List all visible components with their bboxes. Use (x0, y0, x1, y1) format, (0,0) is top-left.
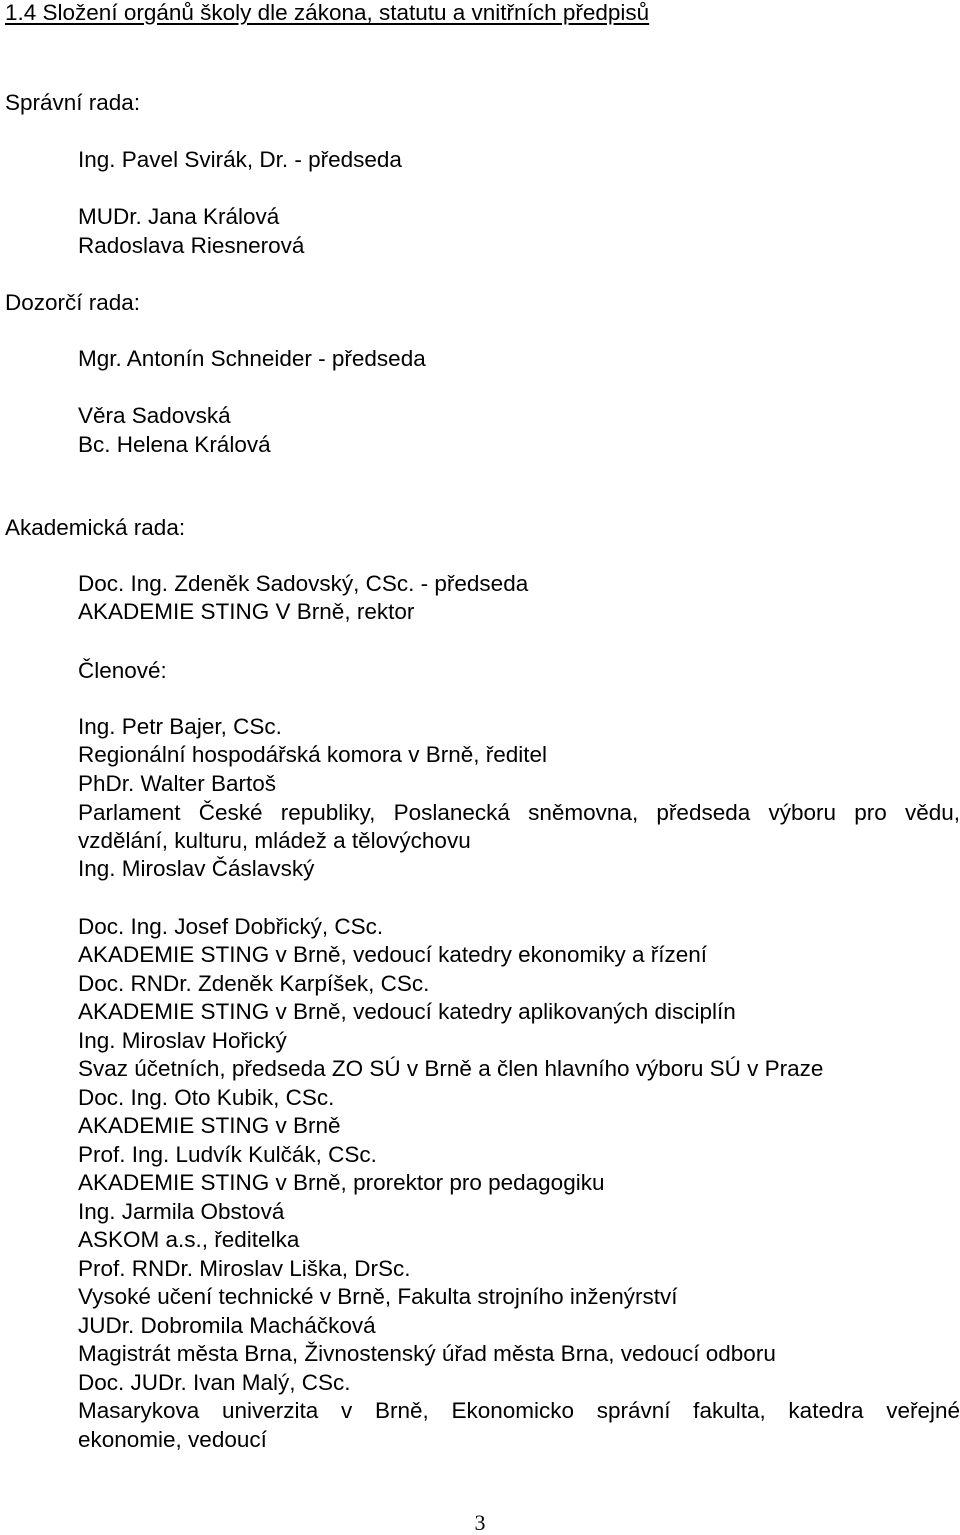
member-name: Ing. Miroslav Hořický (78, 1028, 287, 1053)
dozorci-rada-member: Mgr. Antonín Schneider - předseda (78, 346, 426, 371)
spravni-rada-label: Správní rada: (5, 90, 141, 115)
member-affiliation: Magistrát města Brna, Živnostenský úřad města Brna, vedoucí odboru (78, 1341, 776, 1366)
member-affiliation: Svaz účetních, předseda ZO SÚ v Brně a člen hlavního výboru SÚ v Praze (78, 1056, 824, 1081)
dozorci-rada-label: Dozorčí rada: (5, 290, 141, 315)
akademicka-rada-chair-affiliation: AKADEMIE STING V Brně, rektor (78, 599, 415, 624)
member-name: JUDr. Dobromila Macháčková (78, 1313, 376, 1338)
spravni-rada-member: MUDr. Jana Králová (78, 204, 280, 229)
dozorci-rada-member: Bc. Helena Králová (78, 432, 271, 457)
page-number: 3 (474, 1510, 486, 1535)
members-label: Členové: (78, 658, 167, 683)
member-name: Doc. JUDr. Ivan Malý, CSc. (78, 1370, 351, 1395)
member-affiliation: ASKOM a.s., ředitelka (78, 1227, 300, 1252)
member-name: Doc. RNDr. Zdeněk Karpíšek, CSc. (78, 971, 430, 996)
member-affiliation: Vysoké učení technické v Brně, Fakulta strojního inženýrství (78, 1284, 678, 1309)
akademicka-rada-chair: Doc. Ing. Zdeněk Sadovský, CSc. - předseda (78, 571, 529, 596)
member-name: Prof. Ing. Ludvík Kulčák, CSc. (78, 1142, 377, 1167)
member-affiliation: AKADEMIE STING v Brně, vedoucí katedry aplikovaných disciplín (78, 999, 736, 1024)
member-affiliation: vzdělání, kulturu, mládež a tělovýchovu (78, 828, 471, 853)
member-name: Ing. Petr Bajer, CSc. (78, 714, 282, 739)
spravni-rada-member: Ing. Pavel Svirák, Dr. - předseda (78, 147, 402, 172)
member-name: Prof. RNDr. Miroslav Liška, DrSc. (78, 1256, 411, 1281)
member-affiliation: Regionální hospodářská komora v Brně, ředitel (78, 742, 548, 767)
member-affiliation: AKADEMIE STING v Brně, vedoucí katedry ekonomiky a řízení (78, 942, 707, 967)
member-affiliation: Parlament České republiky, Poslanecká sněmovna, předseda výboru pro vědu, (78, 800, 960, 825)
member-affiliation: AKADEMIE STING v Brně, prorektor pro pedagogiku (78, 1170, 605, 1195)
member-name: Doc. Ing. Oto Kubik, CSc. (78, 1085, 335, 1110)
member-name: Doc. Ing. Josef Dobřický, CSc. (78, 914, 384, 939)
member-name: Ing. Miroslav Čáslavský (78, 856, 315, 881)
spravni-rada-member: Radoslava Riesnerová (78, 233, 305, 258)
member-affiliation: Masarykova univerzita v Brně, Ekonomicko správní fakulta, katedra veřejné (78, 1398, 960, 1423)
member-affiliation: ekonomie, vedoucí (78, 1427, 267, 1452)
dozorci-rada-member: Věra Sadovská (78, 403, 231, 428)
member-affiliation: AKADEMIE STING v Brně (78, 1113, 341, 1138)
member-name: Ing. Jarmila Obstová (78, 1199, 285, 1224)
member-name: PhDr. Walter Bartoš (78, 771, 276, 796)
section-heading: 1.4 Složení orgánů školy dle zákona, statutu a vnitřních předpisů (5, 0, 650, 25)
akademicka-rada-label: Akademická rada: (5, 515, 186, 540)
